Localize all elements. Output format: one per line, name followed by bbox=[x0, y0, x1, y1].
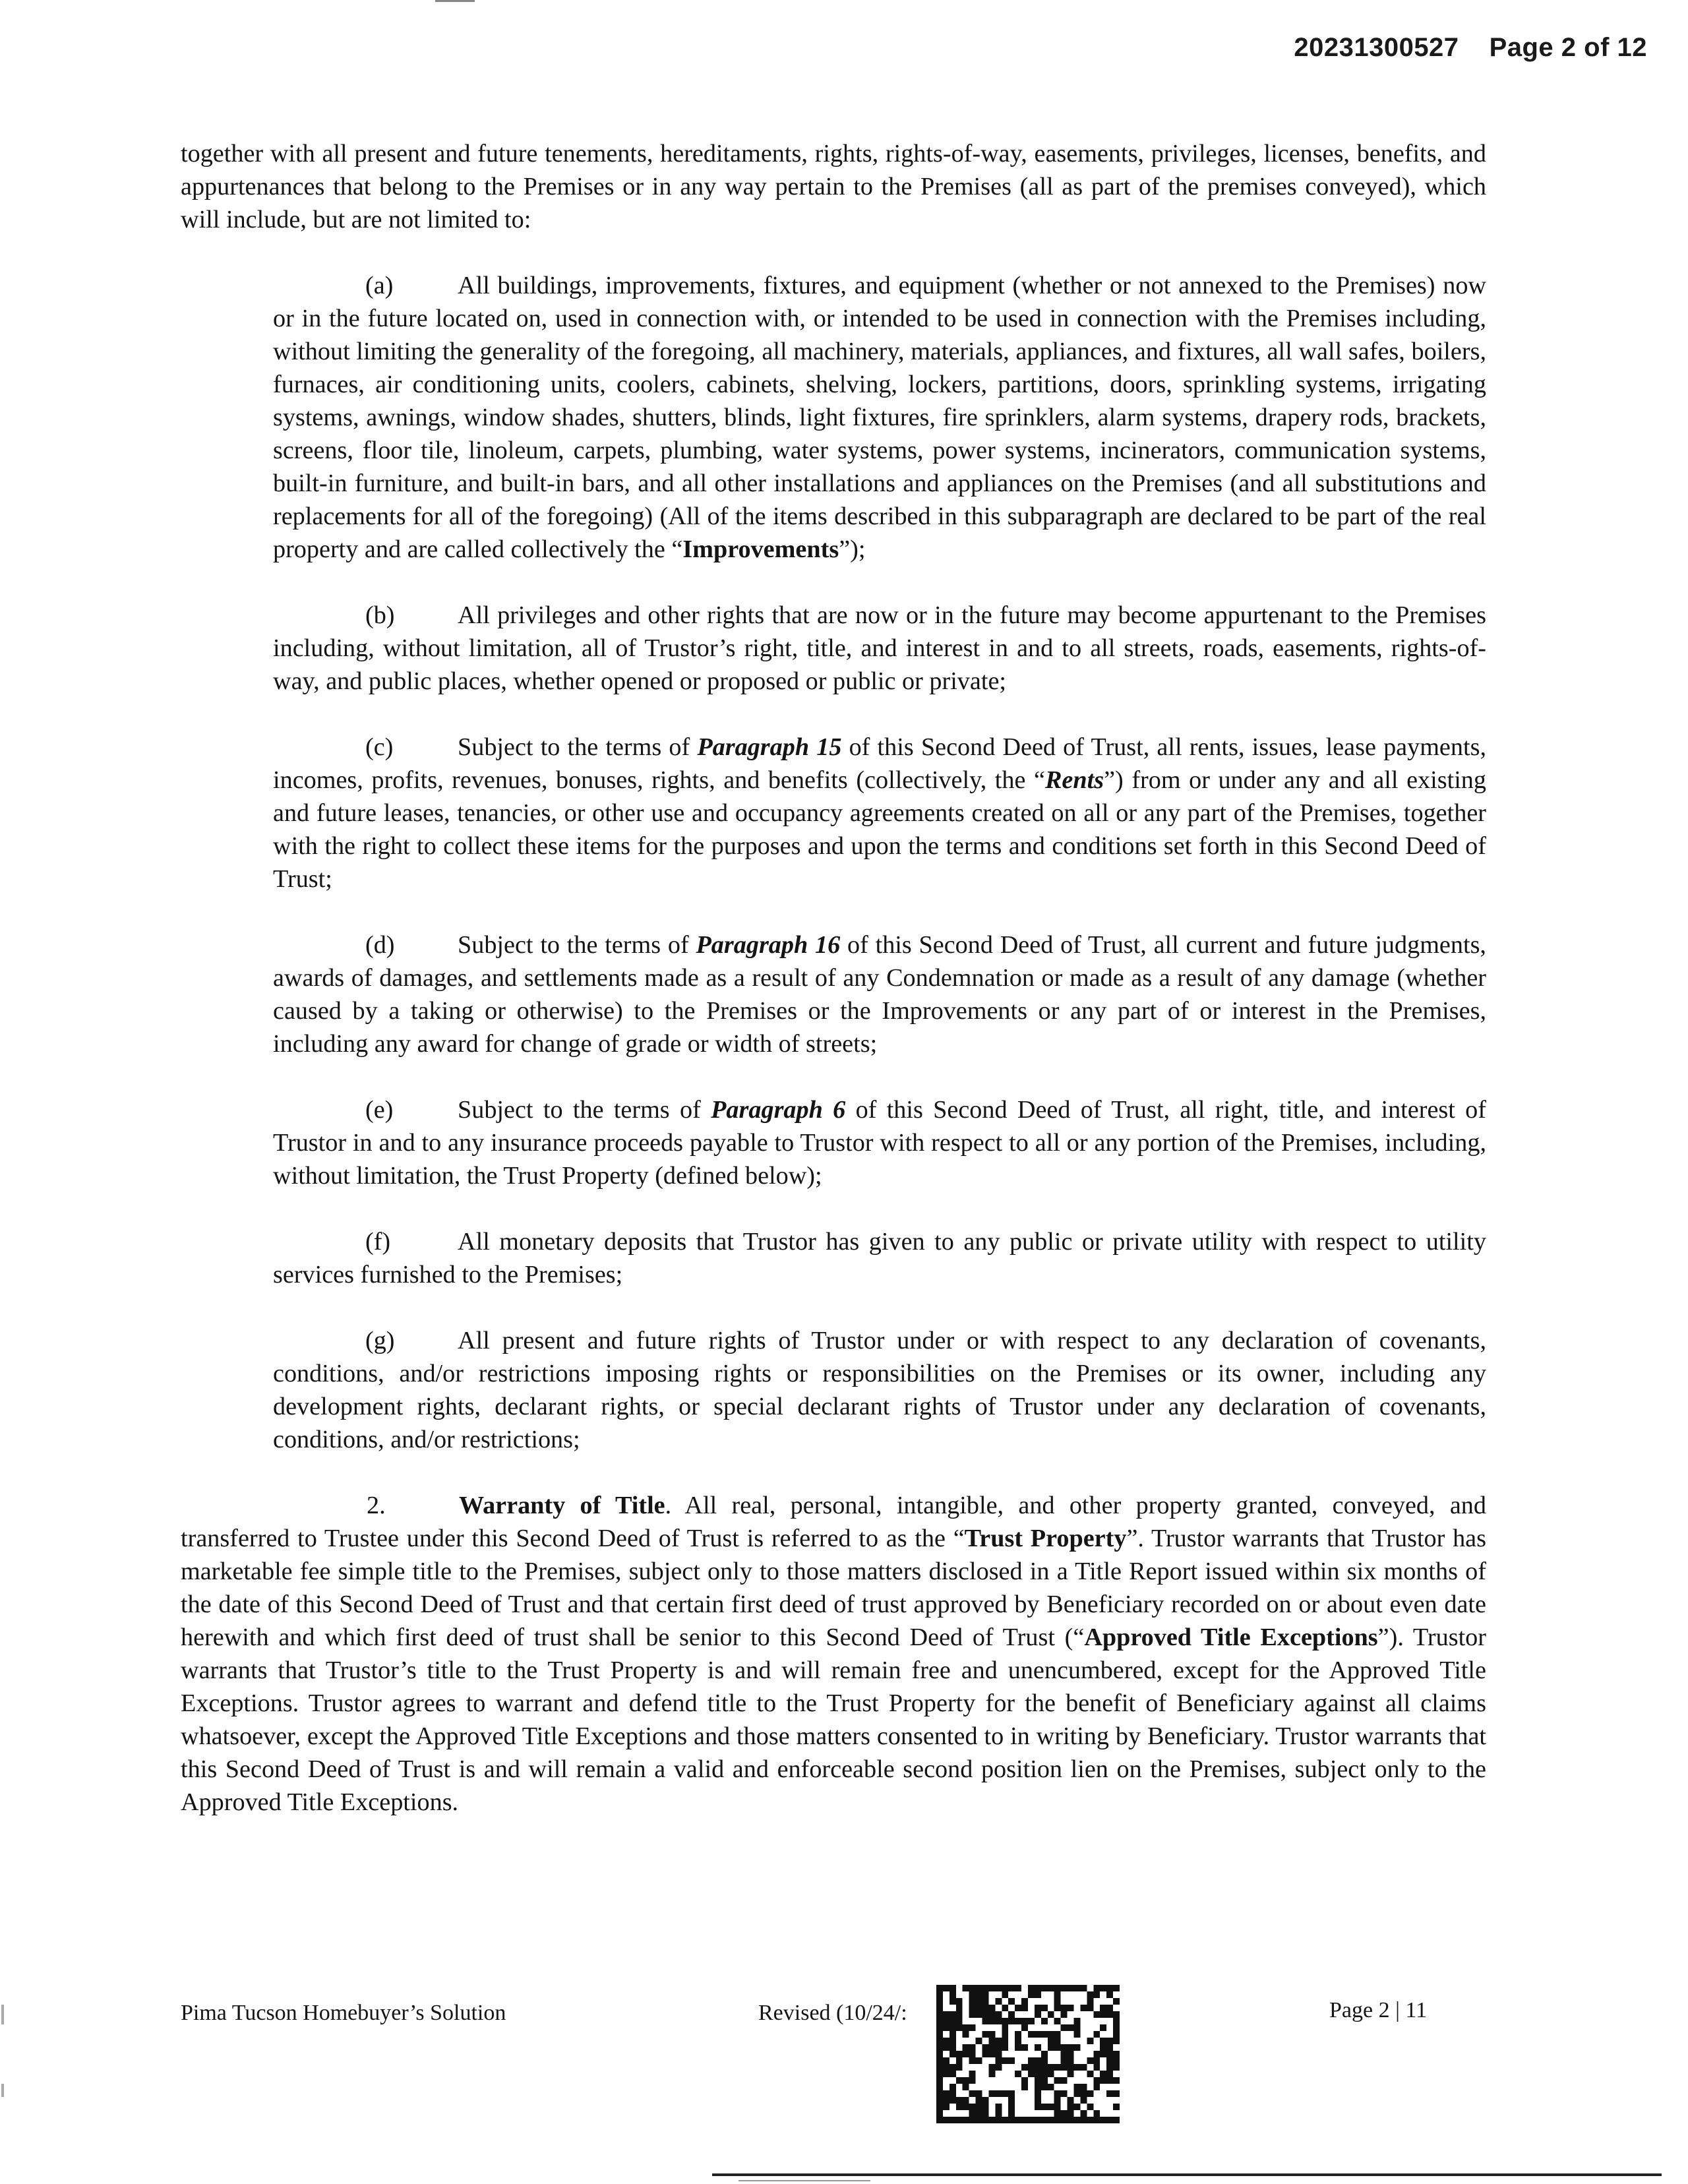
defined-term-rents: Rents bbox=[1044, 766, 1104, 794]
subparagraph-text: Subject to the terms of bbox=[458, 1096, 711, 1124]
subparagraph-label: (b) bbox=[365, 601, 395, 629]
page-footer bbox=[181, 1998, 1486, 2044]
bottom-rule bbox=[712, 2173, 1662, 2176]
subparagraph-text: All monetary deposits that Trustor has given to any public or private utility with respect to utility services furnished to the Premises; bbox=[273, 1228, 1486, 1289]
subparagraph-end: ”); bbox=[839, 535, 866, 563]
subparagraph-a bbox=[273, 269, 1486, 566]
intro-paragraph: together with all present and future tenements, hereditaments, rights, rights-of-way, easements, privileges, licenses, benefits, and appurtenances that belong to the Premises or in any way pertain to the Premises (all as part of the premises conveyed), which will include, but are not limited to: bbox=[181, 140, 1486, 233]
subparagraph-label: (a) bbox=[365, 272, 394, 299]
subparagraph-text: All buildings, improvements, fixtures, and equipment (whether or not annexed to the Premises) now or in the future located on, used in connection with, or intended to be used in connection with the Premises including, without limiting the generality of the foregoing, all machinery, materials, appliances, and fixtures, all wall safes, boilers, furnaces, air conditioning units, coolers, cabinets, shelving, lockers, partitions, doors, sprinkling systems, irrigating systems, awnings, window shades, shutters, blinds, light fixtures, fire sprinklers, alarm systems, drapery rods, brackets, screens, floor tile, linoleum, carpets, plumbing, water systems, power systems, incinerators, communication systems, built-in furniture, and built-in bars, and all other installations and appliances on the Premises (and all substitutions and replacements for all of the foregoing) (All of the items described in this subparagraph are declared to be part of the real property and are called collectively the “ bbox=[273, 272, 1486, 563]
bottom-rule-faint bbox=[738, 2180, 870, 2181]
footer-revision: Revised (10/24/: bbox=[758, 2001, 907, 2025]
paragraph-reference: Paragraph 6 bbox=[711, 1096, 846, 1124]
document-number: 20231300527 bbox=[1294, 33, 1459, 62]
subparagraph-d bbox=[273, 928, 1486, 1060]
subparagraph-e bbox=[273, 1093, 1486, 1192]
subparagraph-text: of this Second Deed of Trust, all right, title, and interest of Trustor in and to any insurance proceeds payable to Trustor with respect to all or any portion of the Premises, including, without limitation, the Trust Property (defined below); bbox=[273, 1096, 1486, 1190]
section-number: 2. bbox=[367, 1492, 386, 1519]
subparagraph-text: Subject to the terms of bbox=[458, 733, 698, 761]
document-body bbox=[181, 137, 1486, 1852]
section-heading: Warranty of Title bbox=[459, 1492, 665, 1519]
defined-term-trust-property: Trust Property bbox=[964, 1525, 1127, 1552]
footer-page-number: Page 2 | 11 bbox=[1329, 1998, 1428, 2022]
subparagraph-c bbox=[273, 731, 1486, 895]
subparagraph-label: (e) bbox=[365, 1096, 394, 1124]
paragraph-reference: Paragraph 16 bbox=[696, 931, 841, 959]
scan-edge-artifact bbox=[1, 2084, 4, 2097]
defined-term-improvements: Improvements bbox=[682, 535, 839, 563]
subparagraph-label: (d) bbox=[365, 931, 395, 959]
section-text: ”). Trustor warrants that Trustor’s title to the Trust Property is and will remain free and unencumbered, except for the Approved Title Exceptions. Trustor agrees to warrant and defend title to the Trust Property for the benefit of Beneficiary against all claims whatsoever, except the Approved Title Exceptions and those matters consented to in writing by Beneficiary. Trustor warrants that this Second Deed of Trust is and will remain a valid and enforceable second position lien on the Premises, subject only to the Approved Title Exceptions. bbox=[181, 1623, 1486, 1816]
subparagraph-f bbox=[273, 1225, 1486, 1291]
subparagraph-text: All privileges and other rights that are now or in the future may become appurtenant to the Premises including, without limitation, all of Trustor’s right, title, and interest in and to all streets, roads, easements, rights-of-way, and public places, whether opened or proposed or public or private; bbox=[273, 601, 1486, 695]
section-2-warranty-of-title bbox=[181, 1489, 1486, 1819]
subparagraph-text: ”) from or under any and all existing and future leases, tenancies, or other use and occupancy agreements created on all or any part of the Premises, together with the right to collect these items for the purposes and upon the terms and conditions set forth in this Second Deed of Trust; bbox=[273, 766, 1486, 893]
subparagraph-label: (g) bbox=[365, 1327, 395, 1354]
subparagraph-label: (c) bbox=[365, 733, 394, 761]
subparagraph-b bbox=[273, 599, 1486, 698]
footer-program-name: Pima Tucson Homebuyer’s Solution bbox=[181, 2001, 506, 2025]
barcode-icon bbox=[936, 1985, 1120, 2123]
scan-artifact bbox=[435, 0, 475, 2]
recording-header bbox=[1294, 33, 1647, 63]
section-text: ”. Trustor warrants that Trustor has marketable fee simple title to the Premises, subject only to those matters disclosed in a Title Report issued within six months of the date of this Second Deed of Trust and that certain first deed of trust approved by Beneficiary recorded on or about even date herewith and which first deed of trust shall be senior to this Second Deed of Trust (“ bbox=[181, 1525, 1486, 1651]
paragraph-reference: Paragraph 15 bbox=[697, 733, 842, 761]
section-text: . All real, personal, intangible, and other property granted, conveyed, and transferred to Trustee under this Second Deed of Trust is referred to as the “ bbox=[181, 1492, 1486, 1552]
subparagraph-g bbox=[273, 1324, 1486, 1456]
subparagraph-text: of this Second Deed of Trust, all current and future judgments, awards of damages, and settlements made as a result of any Condemnation or made as a result of any damage (whether caused by a taking or otherwise) to the Premises or the Improvements or any part of or interest in the Premises, including any award for change of grade or width of streets; bbox=[273, 931, 1486, 1058]
subparagraph-text: Subject to the terms of bbox=[458, 931, 696, 959]
page-indicator: Page 2 of 12 bbox=[1489, 33, 1647, 62]
subparagraph-text: of this Second Deed of Trust, all rents, issues, lease payments, incomes, profits, revenues, bonuses, rights, and benefits (collectively, the “ bbox=[273, 733, 1486, 794]
subparagraph-text: All present and future rights of Trustor under or with respect to any declaration of covenants, conditions, and/or restrictions imposing rights or responsibilities on the Premises or its owner, including any development rights, declarant rights, or special declarant rights of Trustor under any declaration of covenants, conditions, and/or restrictions; bbox=[273, 1327, 1486, 1453]
subparagraph-label: (f) bbox=[365, 1228, 391, 1256]
defined-term-approved-title-exceptions: Approved Title Exceptions bbox=[1084, 1623, 1378, 1651]
scan-edge-artifact bbox=[1, 2005, 4, 2024]
